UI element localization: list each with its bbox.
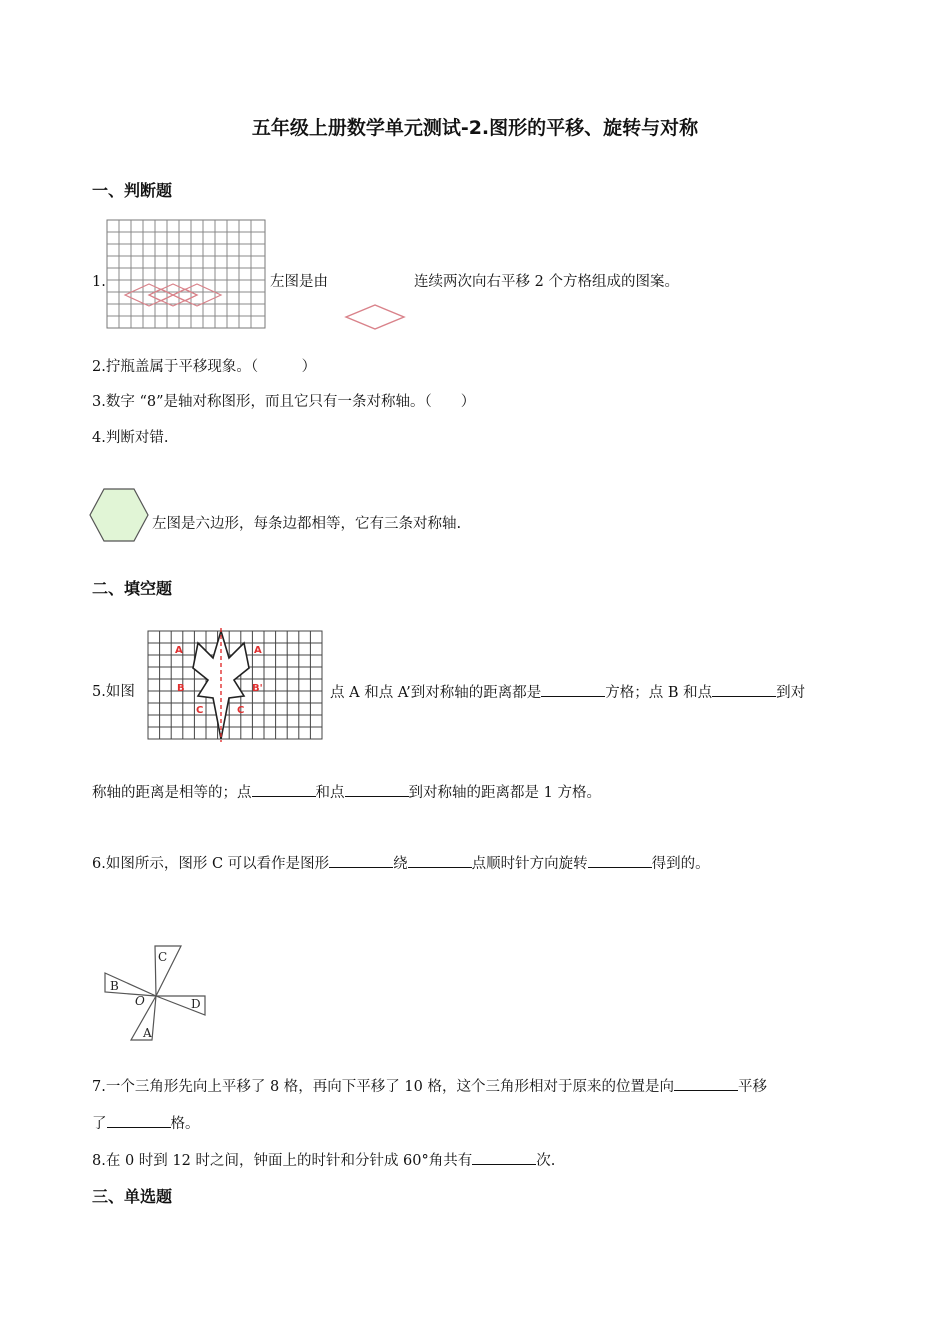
q5-label-c: C — [196, 705, 204, 716]
q5-blank-2[interactable] — [712, 682, 776, 697]
q6-text-d: 得到的。 — [651, 856, 710, 872]
q7-line2-a: 了 — [92, 1116, 107, 1132]
q5-line2 — [92, 782, 601, 803]
q5-line1-b: 方格；点 B 和点 — [605, 685, 713, 701]
q5-line2-a: 称轴的距离是相等的；点 — [92, 785, 252, 801]
q5-label-b-prime: B' — [252, 683, 263, 694]
q6-blank-3[interactable] — [588, 853, 652, 868]
q8-text-b: 次. — [536, 1153, 556, 1169]
q7-line2-b: 格。 — [170, 1116, 200, 1132]
q5-blank-1[interactable] — [541, 682, 605, 697]
section-heading-fill-blank: 二、填空题 — [92, 579, 173, 598]
q8-blank[interactable] — [472, 1150, 536, 1165]
q7-line1-b: 平移 — [737, 1079, 767, 1095]
q6-text-c: 点顺时针方向旋转 — [471, 856, 588, 872]
q6-blank-1[interactable] — [329, 853, 393, 868]
q1-number: 1. — [92, 274, 106, 290]
q5-line1-a: 点 A 和点 A’到对称轴的距离都是 — [330, 685, 542, 701]
q5-label-c-prime: C — [237, 705, 245, 716]
q6-label-a: A — [143, 1026, 152, 1040]
q6-text-a: 6.如图所示，图形 C 可以看作是图形 — [92, 856, 330, 872]
q5-prefix: 5.如图 — [92, 684, 135, 700]
q5-leaf-grid-figure — [145, 628, 325, 742]
q7-line2 — [92, 1113, 200, 1134]
q2-text: 2.拧瓶盖属于平移现象。（ ） — [92, 359, 317, 375]
q5-line2-b: 和点 — [315, 785, 345, 801]
q3-text: 3.数字 “8”是轴对称图形，而且它只有一条对称轴。（ ） — [92, 394, 476, 410]
section-heading-single-choice: 三、单选题 — [92, 1187, 173, 1206]
q6-text-b: 绕 — [393, 856, 408, 872]
q5-label-b: B — [177, 683, 185, 694]
q4-text: 4.判断对错. — [92, 430, 169, 446]
hexagon-figure — [88, 486, 150, 544]
q6-blank-2[interactable] — [408, 853, 472, 868]
q5-label-a-prime: A — [254, 645, 262, 656]
q7-blank-1[interactable] — [674, 1076, 738, 1091]
q1-grid-figure — [105, 218, 267, 330]
q4-statement: 左图是六边形，每条边都相等，它有三条对称轴. — [152, 516, 462, 532]
q8-text-a: 8.在 0 时到 12 时之间，钟面上的时针和分针成 60°角共有 — [92, 1153, 473, 1169]
q6-label-o: O — [135, 994, 145, 1008]
page-title: 五年级上册数学单元测试-2.图形的平移、旋转与对称 — [251, 117, 699, 139]
section-heading-judgement: 一、判断题 — [92, 181, 173, 200]
q5-label-a: A — [175, 645, 183, 656]
q5-line1-c: 到对 — [776, 685, 806, 701]
q5-blank-4[interactable] — [345, 782, 409, 797]
q6-rotation-figure — [98, 938, 210, 1044]
q5-blank-3[interactable] — [252, 782, 316, 797]
q5-line2-c: 到对称轴的距离都是 1 方格。 — [408, 785, 601, 801]
q7-line1-a: 7.一个三角形先向上平移了 8 格，再向下平移了 10 格，这个三角形相对于原来的位置是向 — [92, 1079, 674, 1095]
q7-blank-2[interactable] — [107, 1113, 171, 1128]
q6-text — [92, 853, 710, 874]
q6-label-c: C — [158, 950, 168, 964]
q1-rhombus-figure — [343, 300, 407, 334]
q5-line1 — [330, 682, 805, 703]
q7-line1 — [92, 1076, 767, 1097]
q8-text — [92, 1150, 555, 1171]
q6-label-b: B — [110, 979, 119, 993]
q1-text-left: 左图是由 — [270, 274, 328, 290]
q6-label-d: D — [191, 997, 201, 1011]
q1-text-right: 连续两次向右平移 2 个方格组成的图案。 — [414, 274, 679, 290]
